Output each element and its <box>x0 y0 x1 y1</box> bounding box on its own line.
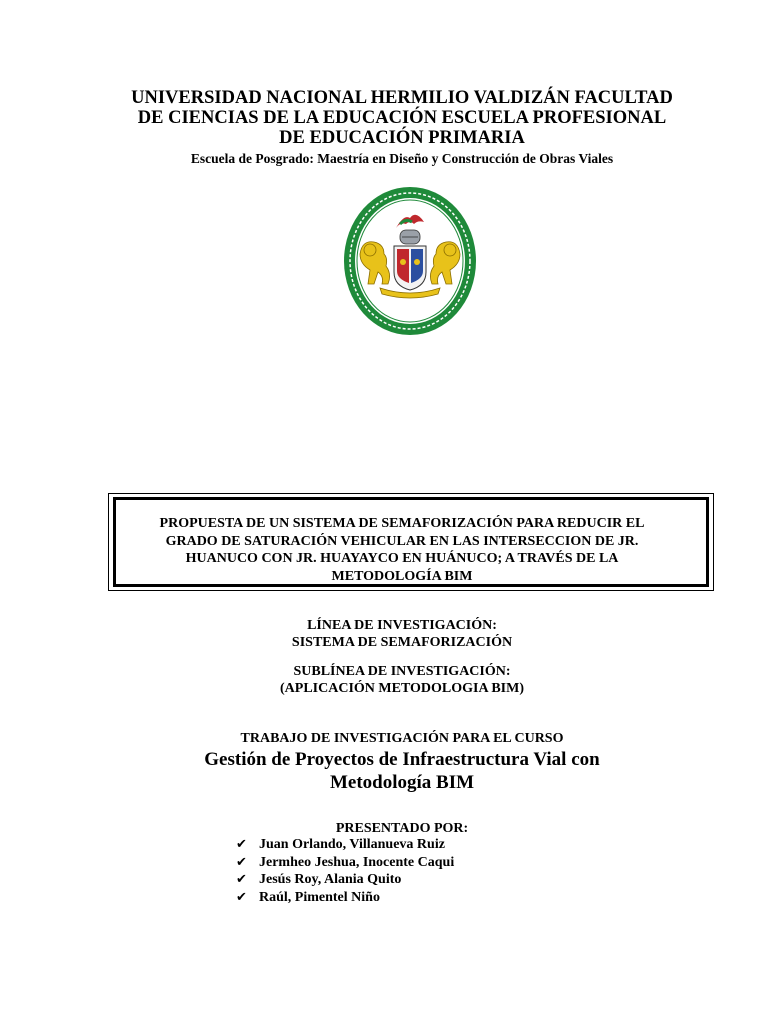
university-header <box>100 88 704 167</box>
research-subline-value: (APLICACIÓN METODOLOGIA BIM) <box>280 680 524 696</box>
course-label: TRABAJO DE INVESTIGACIÓN PARA EL CURSO <box>240 731 564 746</box>
author-item <box>236 871 454 889</box>
thesis-title-line-1: PROPUESTA DE UN SISTEMA DE SEMAFORIZACIÓN PARA REDUCIR EL <box>159 516 645 531</box>
research-line-value: SISTEMA DE SEMAFORIZACIÓN <box>291 634 513 650</box>
university-line-1: UNIVERSIDAD NACIONAL HERMILIO VALDIZÁN FACULTAD <box>131 88 673 108</box>
course-name-line-2: Metodología BIM <box>329 772 475 793</box>
author-name: Jermheo Jeshua, Inocente Caqui <box>259 854 455 870</box>
university-line-3: DE EDUCACIÓN PRIMARIA <box>279 128 525 148</box>
university-seal <box>340 184 480 344</box>
postgraduate-school: Escuela de Posgrado: Maestría en Diseño y Construcción de Obras Viales <box>190 151 614 166</box>
checkmark-icon: ✔ <box>236 872 247 887</box>
author-name: Jesús Roy, Alania Quito <box>259 872 402 887</box>
thesis-title-line-3: HUANUCO CON JR. HUAYAYCO EN HUÁNUCO; A TRAVÉS DE LA <box>185 551 619 566</box>
research-line-section <box>140 618 664 651</box>
author-name: Raúl, Pimentel Niño <box>259 889 380 905</box>
checkmark-icon: ✔ <box>236 854 247 870</box>
checkmark-icon: ✔ <box>236 837 247 852</box>
author-name: Juan Orlando, Villanueva Ruiz <box>259 837 445 852</box>
university-line-2: DE CIENCIAS DE LA EDUCACIÓN ESCUELA PROFESIONAL <box>137 108 667 128</box>
thesis-title-line-2: GRADO DE SATURACIÓN VEHICULAR EN LAS INTERSECCION DE JR. <box>165 533 639 549</box>
thesis-title <box>120 515 684 585</box>
course-name <box>140 748 664 794</box>
presented-by-label: PRESENTADO POR: <box>335 821 469 836</box>
thesis-title-line-4: METODOLOGÍA BIM <box>331 568 473 584</box>
research-line-label: LÍNEA DE INVESTIGACIÓN: <box>307 618 497 633</box>
course-name-line-1: Gestión de Proyectos de Infraestructura Vial con <box>204 749 600 770</box>
checkmark-icon: ✔ <box>236 889 247 905</box>
research-subline-label: SUBLÍNEA DE INVESTIGACIÓN: <box>293 664 511 679</box>
author-item <box>236 836 454 854</box>
author-item <box>236 889 454 907</box>
author-list <box>236 836 454 906</box>
research-subline-section <box>140 664 664 697</box>
author-item <box>236 854 454 872</box>
